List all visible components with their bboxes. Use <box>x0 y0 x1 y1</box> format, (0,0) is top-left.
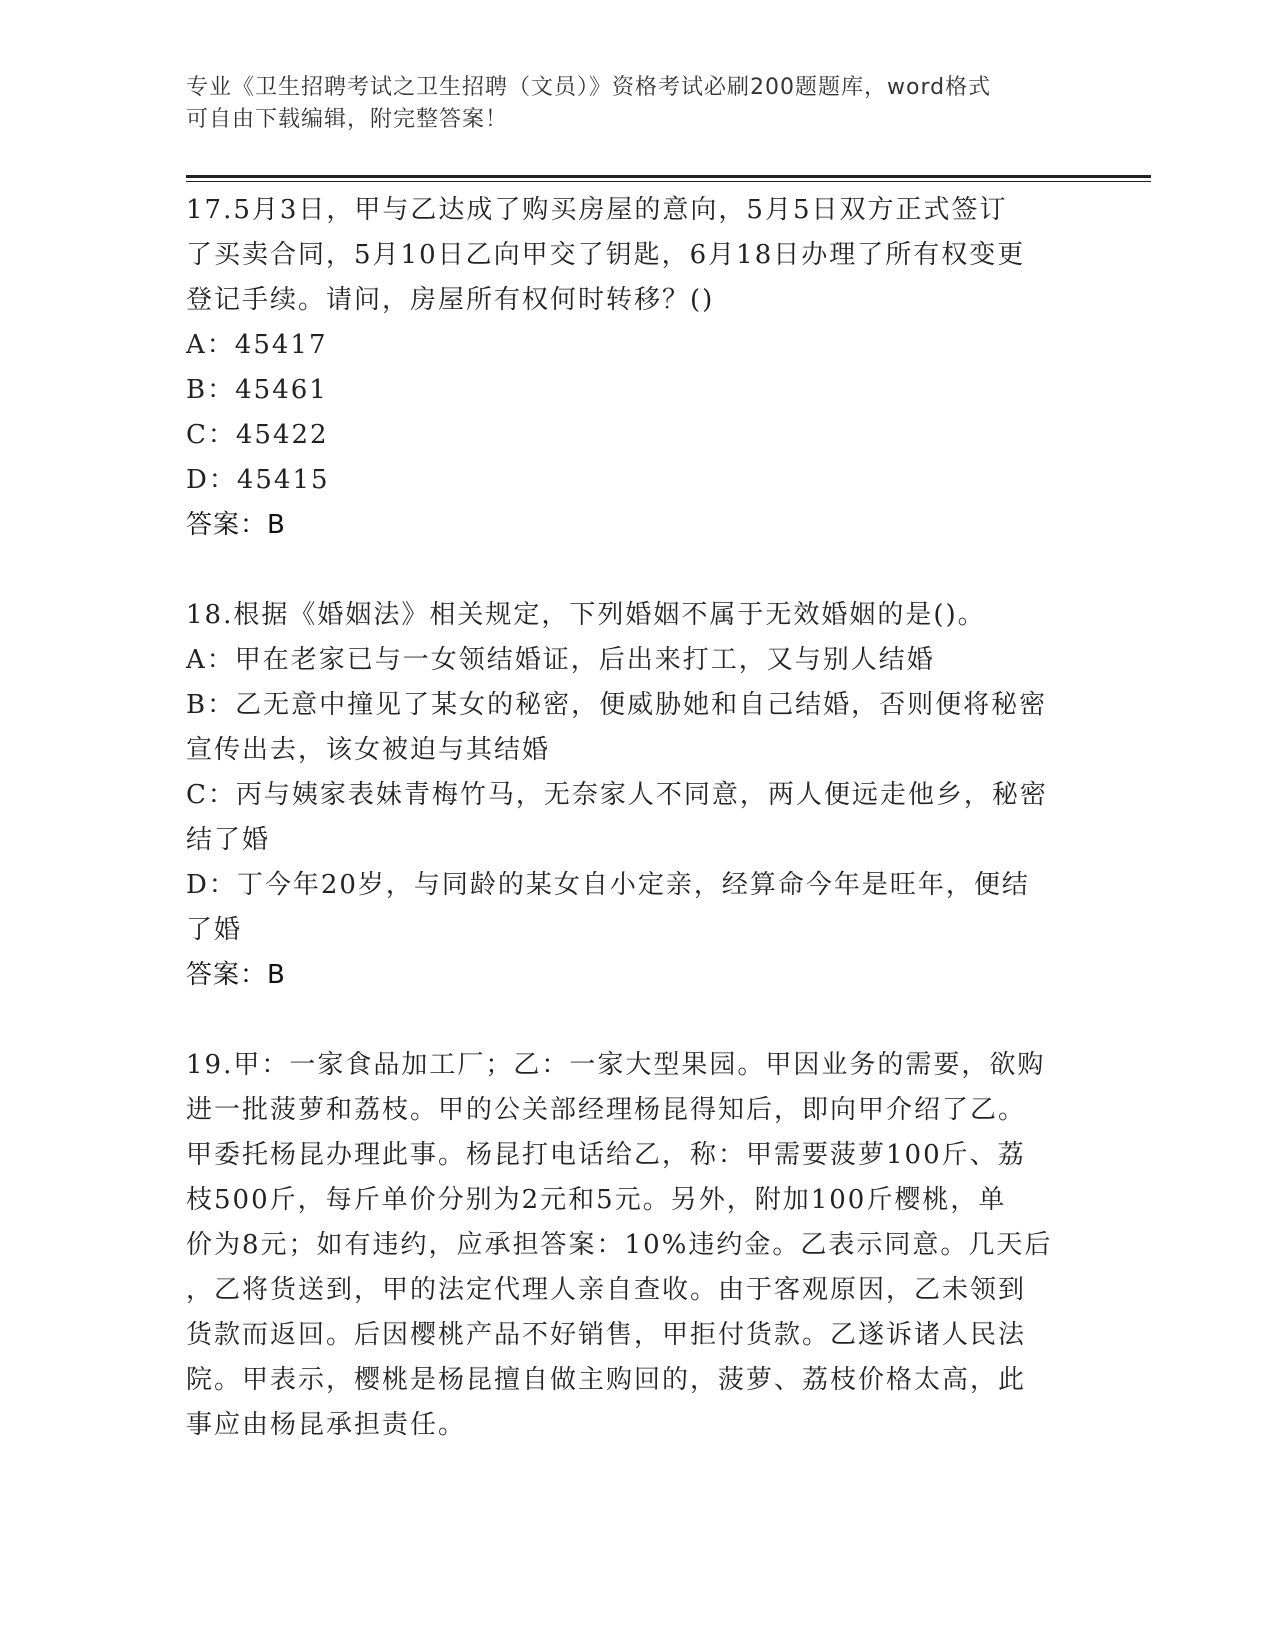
option-d: D：45415 <box>186 465 330 495</box>
header-divider-thick <box>186 175 1151 178</box>
option-b: B：45461 <box>186 375 328 405</box>
question-text-line: 17.5月3日，甲与乙达成了购买房屋的意向，5月5日双方正式签订 <box>186 195 1008 225</box>
document-header <box>186 72 1066 136</box>
question-19 <box>186 1043 1066 1448</box>
question-text-line: ，乙将货送到，甲的法定代理人亲自查收。由于客观原因，乙未领到 <box>186 1275 1027 1305</box>
question-text-line: 进一批菠萝和荔枝。甲的公关部经理杨昆得知后，即向甲介绍了乙。 <box>186 1095 1027 1125</box>
question-text-line: 院。甲表示，樱桃是杨昆擅自做主购回的，菠萝、荔枝价格太高，此 <box>186 1365 1027 1395</box>
question-spacer <box>186 548 1066 593</box>
option-d: D：丁今年20岁，与同龄的某女自小定亲，经算命今年是旺年，便结 <box>186 870 1030 900</box>
question-text-line: 甲委托杨昆办理此事。杨昆打电话给乙，称：甲需要菠萝100斤、荔 <box>186 1140 1026 1170</box>
header-title-line-1: 专业《卫生招聘考试之卫生招聘（文员）》资格考试必刷200题题库，word格式 <box>186 75 992 100</box>
option-b: B：乙无意中撞见了某女的秘密，便威胁她和自己结婚，否则便将秘密 <box>186 690 1048 720</box>
question-text-line: 价为8元；如有违约，应承担答案：10%违约金。乙表示同意。几天后 <box>186 1230 1053 1260</box>
option-d-continued: 了婚 <box>186 915 243 945</box>
question-spacer <box>186 998 1066 1043</box>
answer-label: 答案：B <box>186 960 286 990</box>
question-text-line: 19.甲：一家食品加工厂；乙：一家大型果园。甲因业务的需要，欲购 <box>186 1050 1046 1080</box>
question-text-line: 18.根据《婚姻法》相关规定，下列婚姻不属于无效婚姻的是()。 <box>186 600 986 630</box>
option-a: A：甲在老家已与一女领结婚证，后出来打工，又与别人结婚 <box>186 645 935 675</box>
option-b-continued: 宣传出去，该女被迫与其结婚 <box>186 735 551 765</box>
question-text-line: 货款而返回。后因樱桃产品不好销售，甲拒付货款。乙遂诉诸人民法 <box>186 1320 1027 1350</box>
question-text-line: 事应由杨昆承担责任。 <box>186 1410 467 1440</box>
question-text-line: 枝500斤，每斤单价分别为2元和5元。另外，附加100斤樱桃，单 <box>186 1185 1007 1215</box>
question-17 <box>186 188 1066 548</box>
question-text-line: 了买卖合同，5月10日乙向甲交了钥匙，6月18日办理了所有权变更 <box>186 240 1026 270</box>
option-c-continued: 结了婚 <box>186 825 271 855</box>
option-c: C：45422 <box>186 420 329 450</box>
option-a: A：45417 <box>186 330 328 360</box>
question-text-line: 登记手续。请问，房屋所有权何时转移？() <box>186 285 715 315</box>
answer-label: 答案：B <box>186 510 286 540</box>
header-title-line-2: 可自由下载编辑，附完整答案！ <box>186 107 509 132</box>
question-18 <box>186 593 1066 998</box>
option-c: C：丙与姨家表妹青梅竹马，无奈家人不同意，两人便远走他乡，秘密 <box>186 780 1048 810</box>
header-divider-thin <box>186 181 1151 182</box>
question-list <box>186 188 1066 1448</box>
